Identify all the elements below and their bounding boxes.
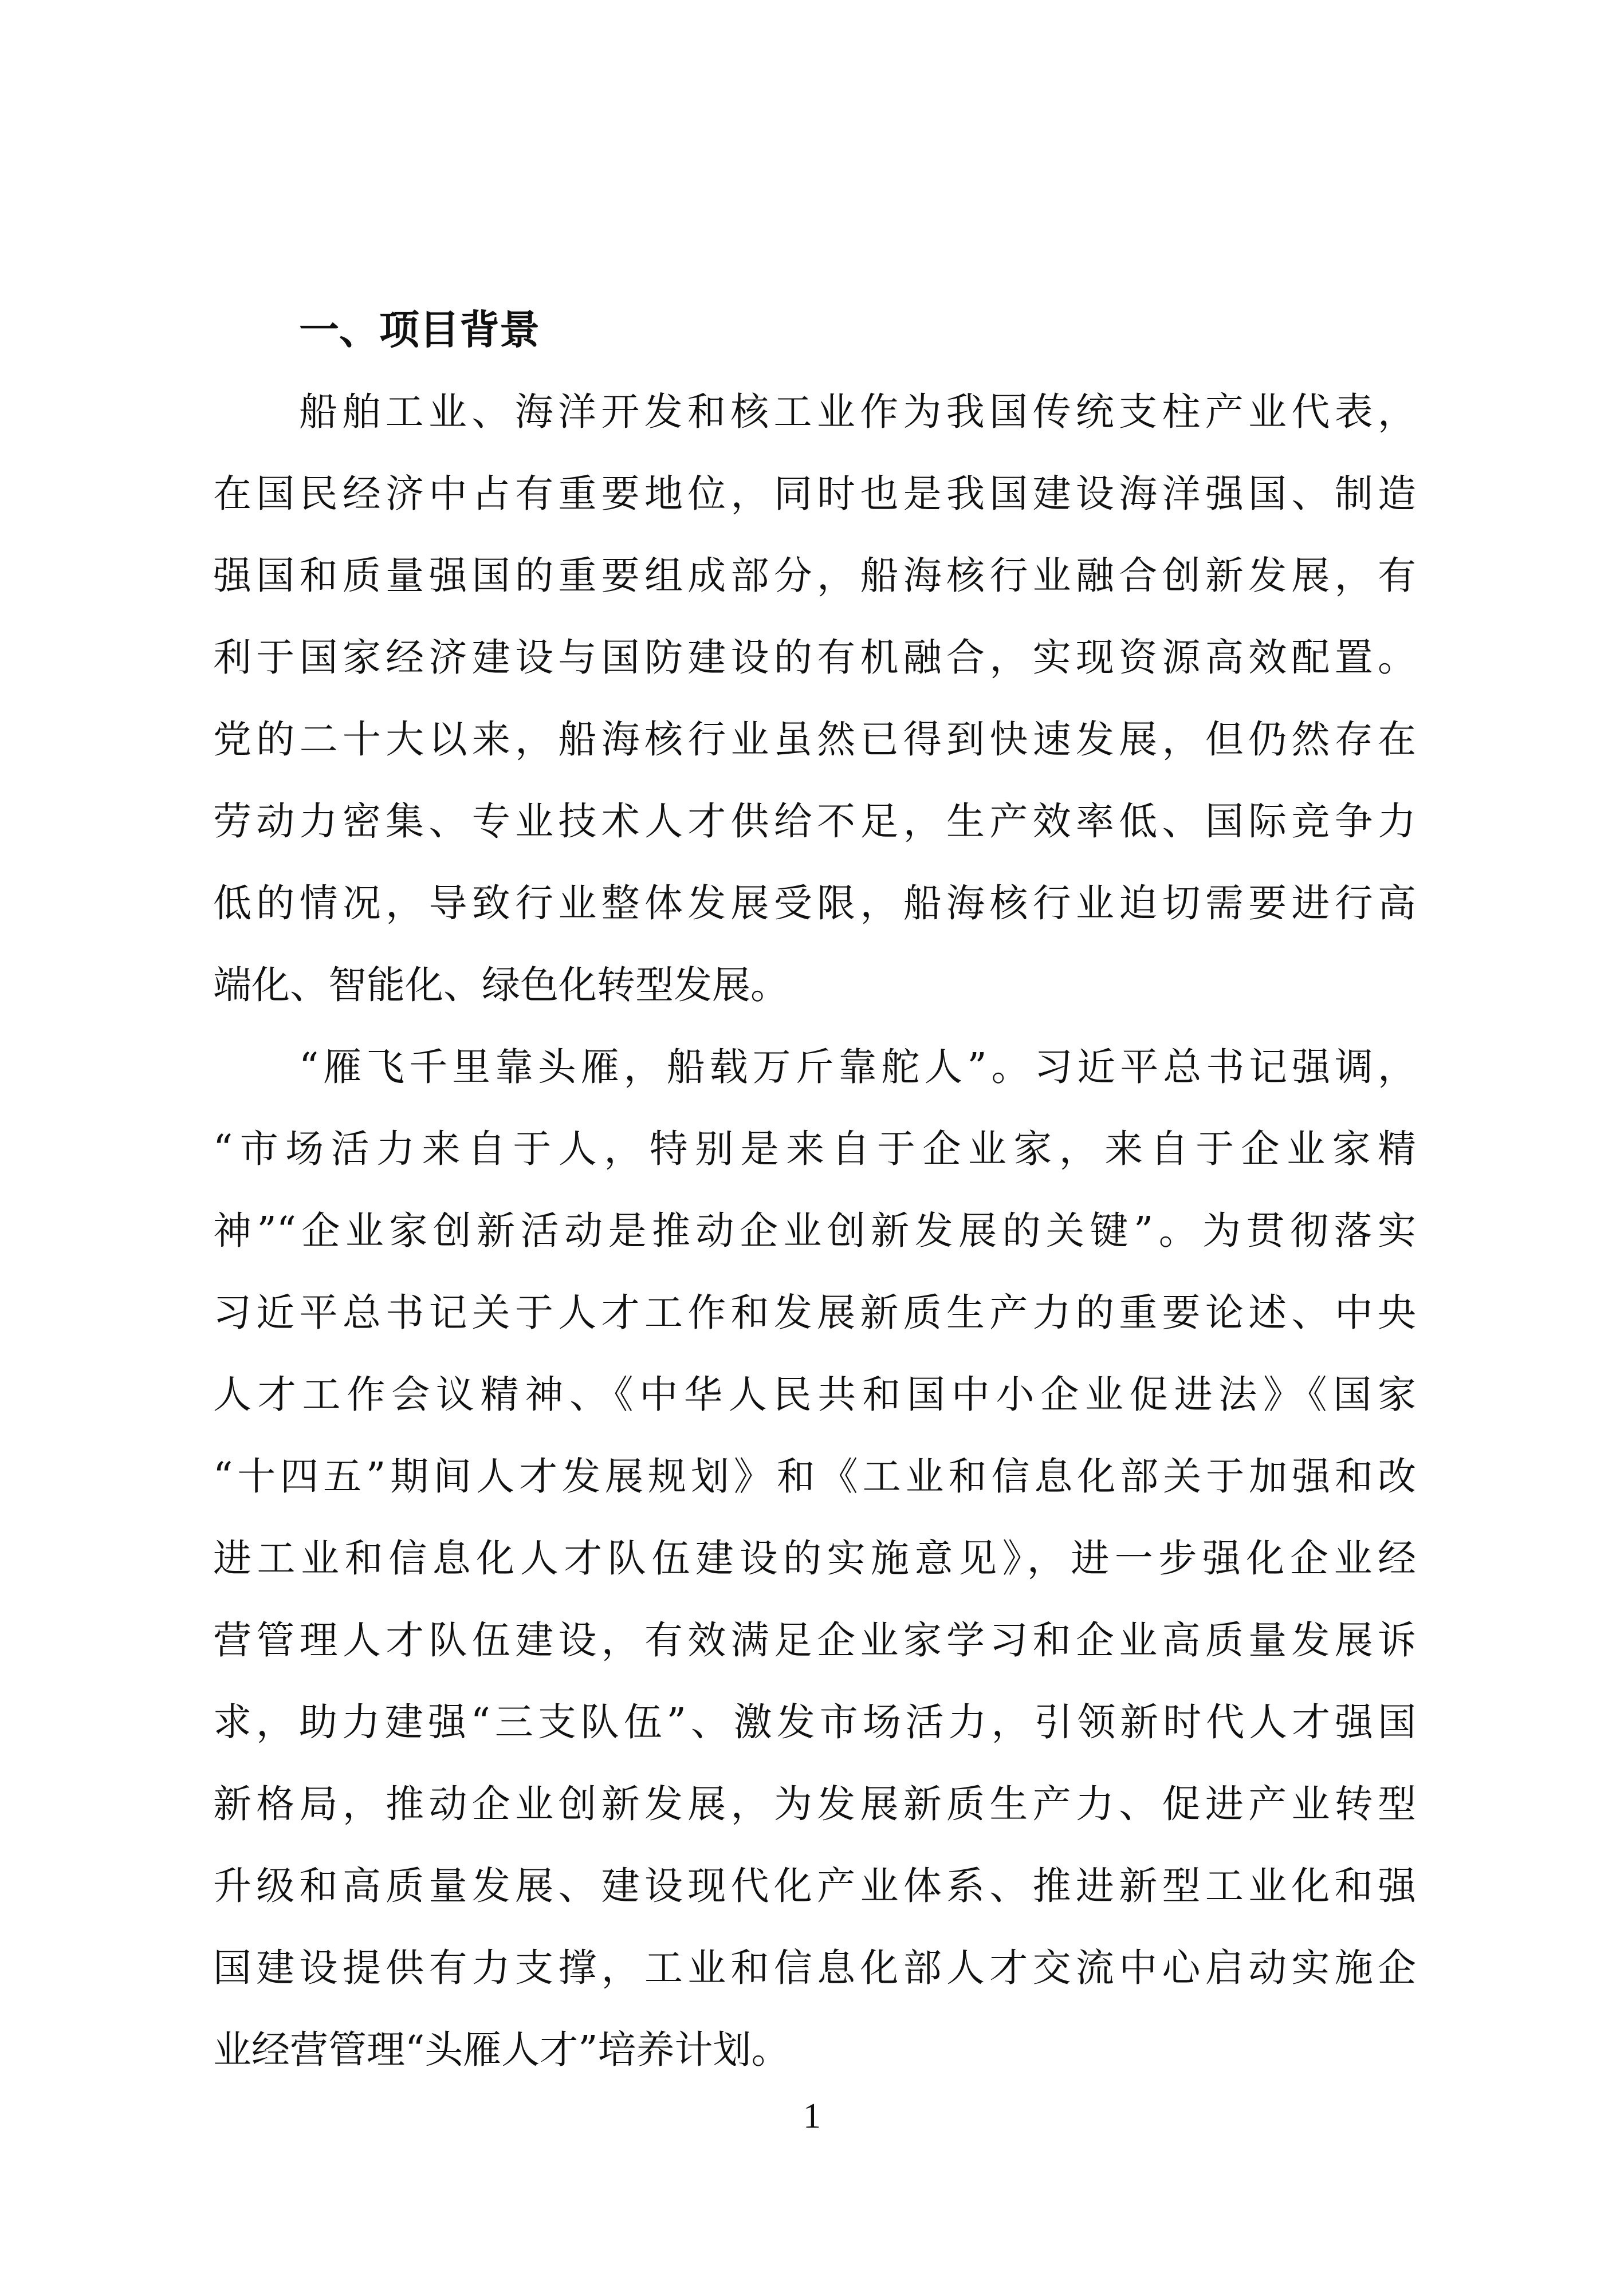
paragraph-line: 国建设提供有力支撑，工业和信息化部人才交流中心启动实施企 <box>213 1946 1416 1990</box>
paragraph-line: “雁飞千里靠头雁，船载万斤靠舵人”。习近平总书记强调， <box>299 1045 1416 1089</box>
paragraph-line: 神”“企业家创新活动是推动企业创新发展的关键”。为贯彻落实 <box>213 1208 1416 1253</box>
paragraph-line: 求，助力建强“三支队伍”、激发市场活力，引领新时代人才强国 <box>213 1700 1416 1744</box>
paragraph-line: 升级和高质量发展、建设现代化产业体系、推进新型工业化和强 <box>213 1864 1416 1908</box>
paragraph-line: 在国民经济中占有重要地位，同时也是我国建设海洋强国、制造 <box>213 471 1416 516</box>
paragraph-line: 习近平总书记关于人才工作和发展新质生产力的重要论述、中央 <box>213 1290 1416 1335</box>
paragraph-line: “十四五”期间人才发展规划》和《工业和信息化部关于加强和改 <box>213 1454 1416 1499</box>
section-heading: 一、项目背景 <box>299 306 540 353</box>
paragraph-line: 党的二十大以来，船海核行业虽然已得到快速发展，但仍然存在 <box>213 717 1416 762</box>
paragraph-line: “市场活力来自于人，特别是来自于企业家，来自于企业家精 <box>213 1127 1416 1171</box>
paragraph-1 <box>213 371 1416 1026</box>
paragraph-line: 进工业和信息化人才队伍建设的实施意见》，进一步强化企业经 <box>213 1536 1416 1581</box>
paragraph-line: 低的情况，导致行业整体发展受限，船海核行业迫切需要进行高 <box>213 881 1416 926</box>
paragraph-line: 新格局，推动企业创新发展，为发展新质生产力、促进产业转型 <box>213 1782 1416 1826</box>
page-number: 1 <box>803 2097 821 2136</box>
paragraph-line: 强国和质量强国的重要组成部分，船海核行业融合创新发展，有 <box>213 553 1416 598</box>
paragraph-line: 端化、智能化、绿色化转型发展。 <box>213 963 789 1007</box>
paragraph-line: 业经营管理“头雁人才”培养计划。 <box>213 2027 790 2072</box>
paragraph-2 <box>213 1026 1416 2091</box>
paragraph-line: 利于国家经济建设与国防建设的有机融合，实现资源高效配置。 <box>213 635 1416 680</box>
paragraph-line: 人才工作会议精神、《中华人民共和国中小企业促进法》《国家 <box>213 1372 1416 1417</box>
paragraph-line: 劳动力密集、专业技术人才供给不足，生产效率低、国际竞争力 <box>213 799 1416 844</box>
paragraph-line: 营管理人才队伍建设，有效满足企业家学习和企业高质量发展诉 <box>213 1618 1416 1663</box>
paragraph-line: 船舶工业、海洋开发和核工业作为我国传统支柱产业代表， <box>299 389 1416 434</box>
page-body <box>213 289 1416 2091</box>
